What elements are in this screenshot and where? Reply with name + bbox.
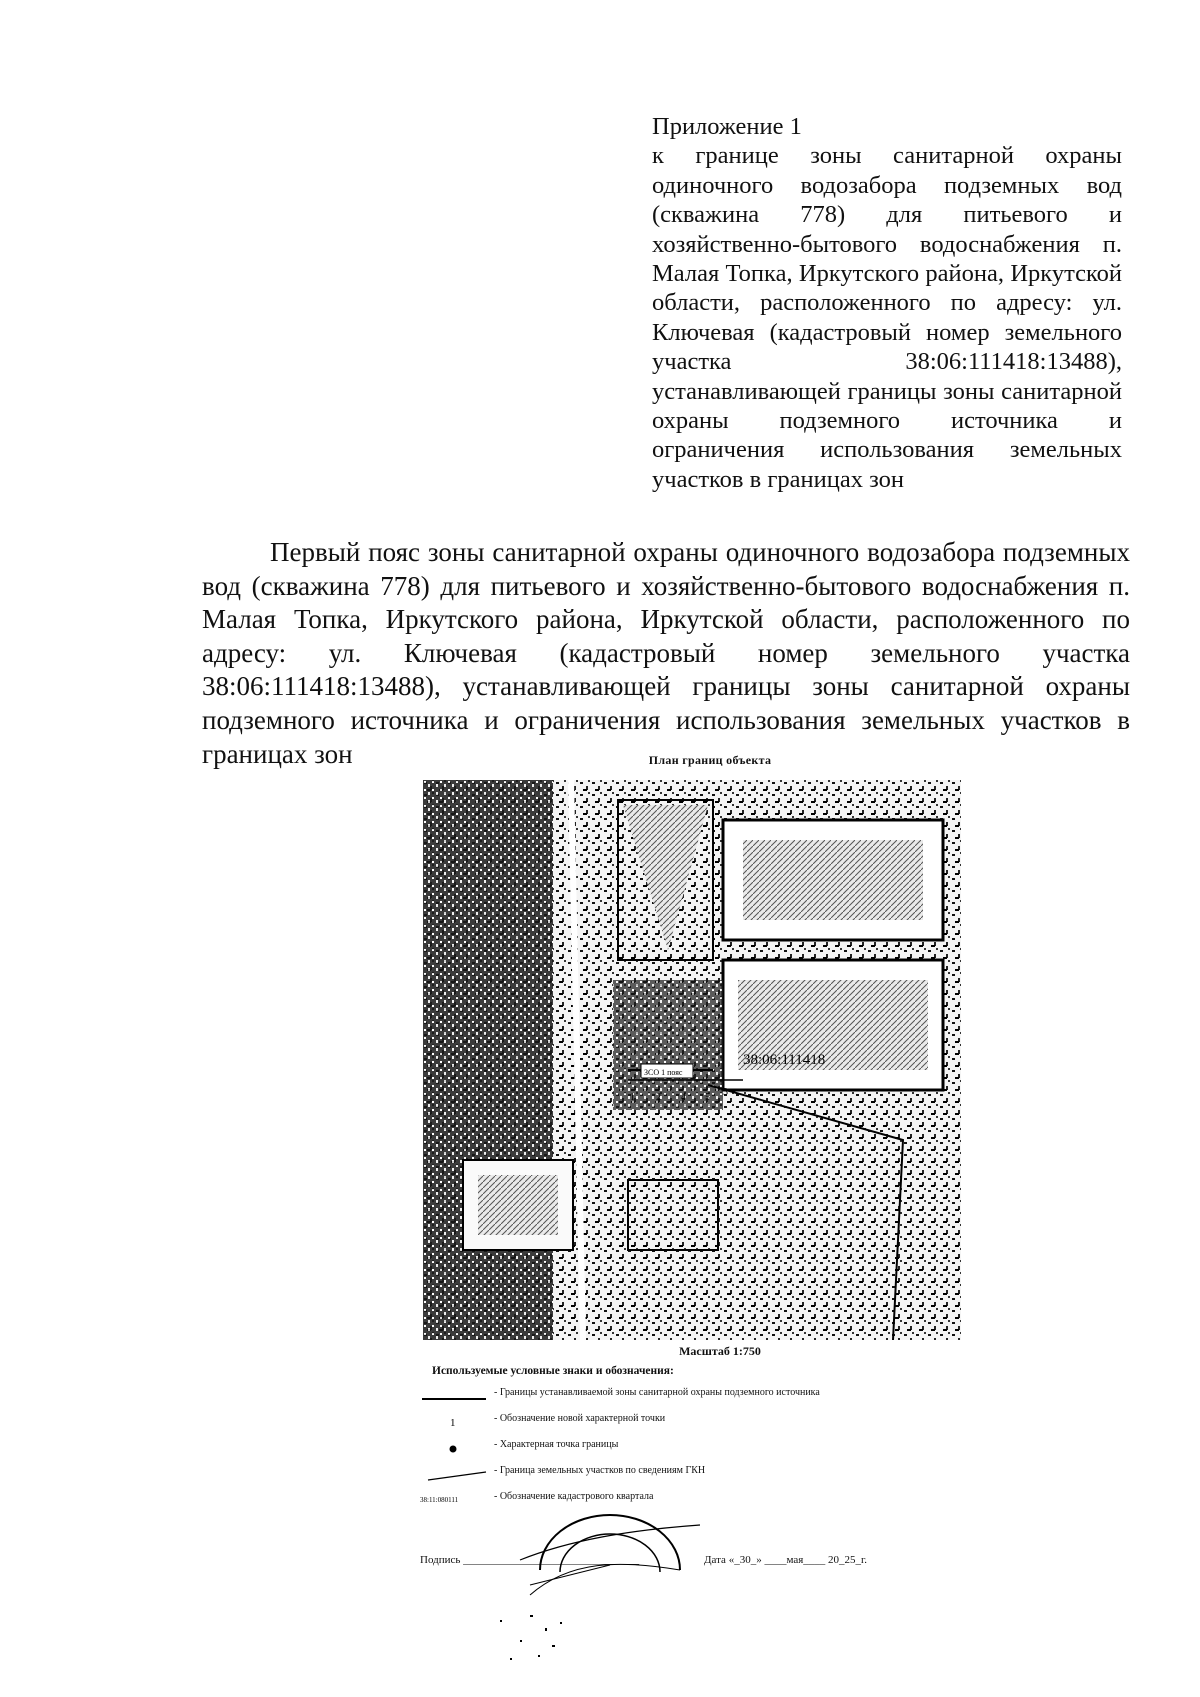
- legend-item-quarter: 38:11:080111 - Обозначение кадастрового квартала: [420, 1488, 940, 1510]
- plan-map: [423, 780, 961, 1340]
- main-paragraph: Первый пояс зоны санитарной охраны одиночного водозабора подземных вод (скважина 778) для питьевого и хозяйственно-бытового водоснабжения п. Малая Топка, Иркутского района, Иркутской области, расположенного по адресу: ул. Ключевая (кадастровый номер земельного участка 38:06:111418:13488), устанавливающей границы зоны санитарной охраны подземного источника и ограничения использования земельных участков в границах зон: [202, 537, 1130, 769]
- legend-title: Используемые условные знаки и обозначения:: [432, 1365, 674, 1377]
- point-2: 2: [656, 1092, 661, 1103]
- seal-stamp: [510, 1500, 710, 1610]
- quarter-code-icon: [420, 1488, 490, 1510]
- dot-icon: [420, 1436, 490, 1458]
- point-5: 5: [705, 1092, 710, 1103]
- thin-line-icon: [420, 1462, 490, 1484]
- appendix-title: Приложение 1: [652, 113, 802, 140]
- point-4: 4: [681, 1092, 686, 1103]
- boundary-line-icon: [420, 1384, 490, 1406]
- zone-label: ЗСО 1 пояс: [644, 1068, 683, 1077]
- date-month: мая: [786, 1554, 804, 1566]
- point-3: 3: [723, 1087, 728, 1098]
- scale-label: Масштаб 1:750: [679, 1344, 761, 1358]
- legend-item-char-point: - Характерная точка границы: [420, 1436, 940, 1458]
- legend-item-zone-boundary: - Границы устанавливаемой зоны санитарной охраны подземного источника: [420, 1384, 940, 1406]
- signature-scribble: [490, 1610, 590, 1670]
- appendix-header: [652, 112, 1122, 494]
- date-label: Дата «_30_» ____мая____ 20_25_г.: [704, 1554, 868, 1566]
- legend-item-gkn-boundary: - Граница земельных участков по сведениям ГКН: [420, 1462, 940, 1484]
- point-number-icon: [420, 1410, 490, 1432]
- signature-label: Подпись ________________________________: [420, 1554, 640, 1566]
- svg-text:38:11:080111: 38:11:080111: [420, 1496, 459, 1504]
- date-day: 30: [739, 1554, 751, 1566]
- point-1: 1: [630, 1092, 635, 1103]
- plan-title: План границ объекта: [648, 753, 772, 767]
- appendix-body: к границе зоны санитарной охраны одиночного водозабора подземных вод (скважина 778) для питьевого и хозяйственно-бытового водоснабжения п. Малая Топка, Иркутского района, Иркутской области, расположенного по адресу: ул. Ключевая (кадастровый номер земельного участка 38:06:111418:13488), устанавливающей границы зоны санитарной охраны подземного источника и ограничения использования земельных участков в границах зон: [652, 142, 1122, 493]
- quarter-label: 38:06:111418: [743, 1052, 826, 1068]
- svg-text:1: 1: [450, 1417, 456, 1429]
- legend-item-new-point: 1 - Обозначение новой характерной точки: [420, 1410, 940, 1432]
- date-year: 25: [844, 1554, 856, 1566]
